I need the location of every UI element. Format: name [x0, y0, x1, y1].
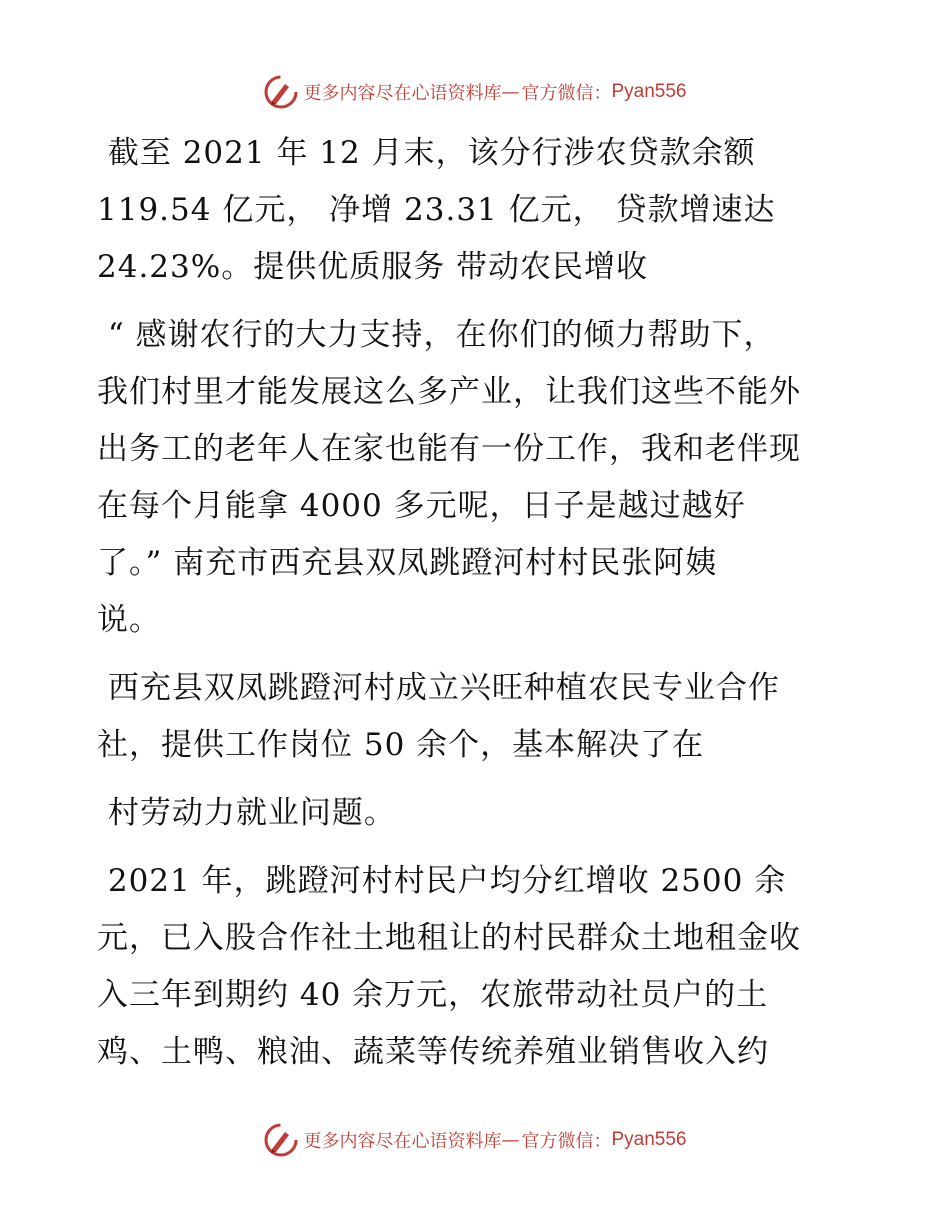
paragraph: [97, 125, 857, 296]
text-line: 村劳动力就业问题。: [97, 795, 396, 831]
watermark-wechat-label: 官方微信：: [521, 83, 612, 104]
watermark-main-text: 更多内容尽在心语资料库: [303, 1131, 502, 1152]
text-line: “ 感谢农行的大力支持，在你们的倾力帮助下，: [97, 317, 776, 353]
watermark-dash: —: [501, 81, 520, 103]
text-line: 24.23%。提供优质服务 带动农民增收: [97, 249, 649, 285]
paragraph: [97, 853, 857, 1081]
text-line: 2021 年，跳蹬河村村民户均分红增收 2500 余: [97, 863, 787, 899]
watermark-wechat-label: 官方微信：: [521, 1131, 612, 1152]
document-body: [97, 125, 857, 1081]
watermark-dash: —: [501, 1129, 520, 1151]
watermark-handle: Pyan556: [611, 1129, 687, 1150]
paragraph: [97, 307, 857, 649]
paragraph: [97, 785, 857, 842]
header-watermark: [0, 72, 950, 112]
text-line: 元，已入股合作社土地租让的村民群众土地租金收: [97, 920, 801, 956]
pen-logo-icon: [263, 74, 299, 110]
text-line: 说。: [97, 602, 161, 638]
text-line: 我们村里才能发展这么多产业，让我们这些不能外: [97, 374, 801, 410]
watermark-handle: Pyan556: [611, 81, 687, 102]
text-line: 了。” 南充市西充县双凤跳蹬河村村民张阿姨: [97, 545, 718, 581]
text-line: 鸡、土鸭、粮油、蔬菜等传统养殖业销售收入约: [97, 1034, 769, 1070]
text-line: 119.54 亿元， 净增 23.31 亿元， 贷款增速达: [97, 192, 776, 228]
paragraph: [97, 660, 857, 774]
text-line: 截至 2021 年 12 月末，该分行涉农贷款余额: [97, 135, 756, 171]
watermark-main-text: 更多内容尽在心语资料库: [303, 83, 502, 104]
text-line: 西充县双凤跳蹬河村成立兴旺种植农民专业合作: [97, 670, 780, 706]
pen-logo-icon: [263, 1122, 299, 1158]
footer-watermark: [0, 1120, 950, 1160]
text-line: 在每个月能拿 4000 多元呢，日子是越过越好: [97, 488, 746, 524]
text-line: 出务工的老年人在家也能有一份工作，我和老伴现: [97, 431, 801, 467]
text-line: 社，提供工作岗位 50 余个，基本解决了在: [97, 727, 705, 763]
text-line: 入三年到期约 40 余万元，农旅带动社员户的土: [97, 977, 769, 1013]
